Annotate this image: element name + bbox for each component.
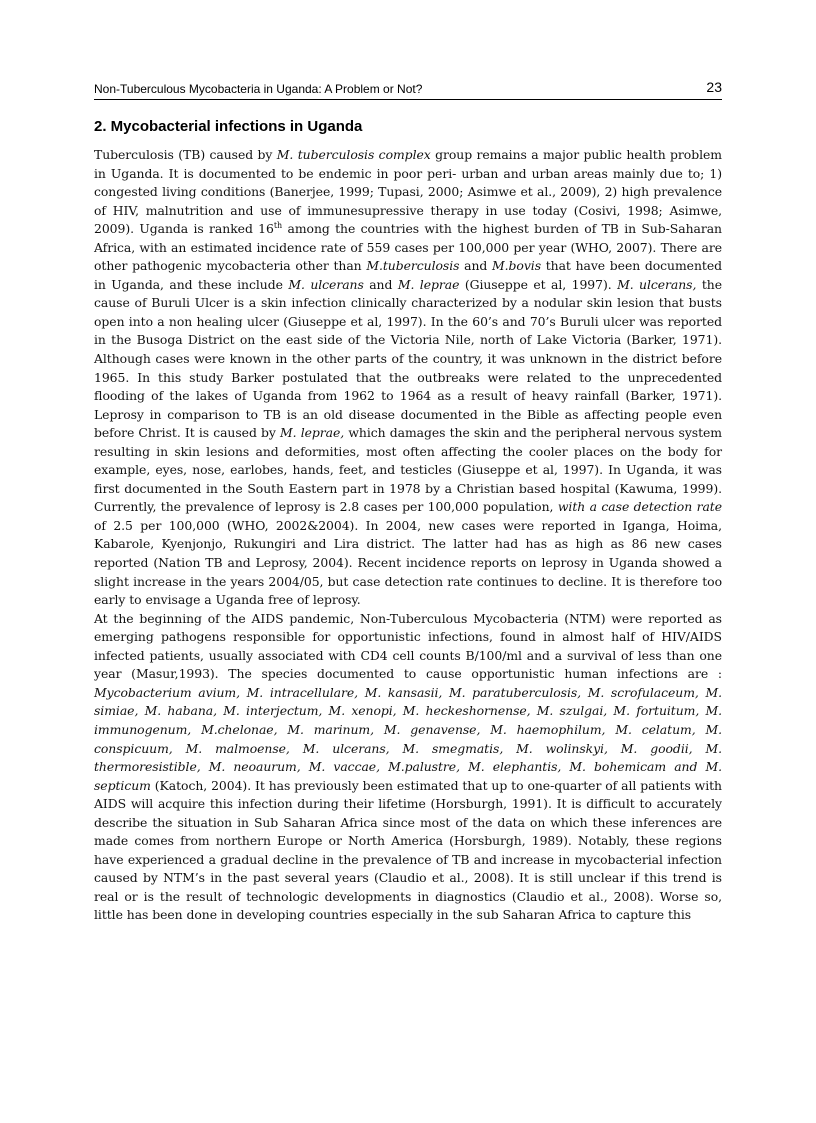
text-run: which damages the skin and the peripheral nervous system resulting in skin lesions and deformities, most often affecting the cooler places on the body for example, eyes, nose, earlobes, hands, feet, and testicles (Giuseppe et al, 1997). In Uganda, it was first documented in the South Eastern part in 1978 by a Christian based hospital (Kawuma, 1999). Currently, the prevalence of leprosy is 2.8 cases per 100,000 population, xyxy=(94,425,723,515)
running-header-title: Non-Tuberculous Mycobacteria in Uganda: A Problem or Not? xyxy=(94,82,423,96)
running-header xyxy=(94,79,722,100)
italic-run: Mycobacterium avium, M. intracellulare, M. kansasii, M. paratuberculosis, M. scrofulaceum, M. simiae, M. habana, M. interjectum, M. xenopi, M. heckeshornense, M. szulgai, M. fortuitum, M. immunogenum, M.chelonae, M. marinum, M. genavense, M. haemophilum, M. celatum, M. conspicuum, M. malmoense, M. ulcerans, M. smegmatis, M. wolinskyi, M. goodii, M. thermoresistible, M. neoaurum, M. vaccae, M.palustre, M. elephantis, M. bohemicam and M. septicum xyxy=(94,684,722,793)
italic-run: M.tuberculosis xyxy=(366,258,460,274)
text-run: and xyxy=(459,258,493,274)
paragraph xyxy=(94,146,722,610)
text-run: that have been documented in Uganda, and these include xyxy=(94,258,722,292)
text-run: of 2.5 per 100,000 (WHO, 2002&2004). In 2004, new cases were reported in Iganga, Hoima, Kabarole, Kyenjonjo, Rukungiri and Lira district. The latter had has as high as 86 new cases reported (Nation TB and Leprosy, 2004). Recent incidence reports on leprosy in Uganda showed a slight increase in the years 2004/05, but case detection rate continues to decline. It is therefore too early to envisage a Uganda free of leprosy. xyxy=(94,517,722,608)
text-run: and xyxy=(363,276,398,292)
text-run: group remains a major public health problem in Uganda. It is documented to be endemic in poor peri- urban and urban areas mainly due to; 1) congested living conditions (Banerjee, 1999; Tupasi, 2000; Asimwe et al., 2009), 2) high prevalence of HIV, malnutrition and use of immunesupressive therapy in use today (Cosivi, 1998; Asimwe, 2009). Uganda is ranked 16 xyxy=(94,147,722,237)
italic-run: M.bovis xyxy=(492,258,542,274)
section-heading: 2. Mycobacterial infections in Uganda xyxy=(94,118,363,135)
italic-run: M. ulcerans, xyxy=(617,276,697,292)
body-text xyxy=(94,146,722,925)
text-run: At the beginning of the AIDS pandemic, Non-Tuberculous Mycobacteria (NTM) were reported as emerging pathogens responsible for opportunistic infections, found in almost half of HIV/AIDS infected patients, usually associated with CD4 cell counts B/100/ml and a survival of less than one year (Masur,1993). The species documented to cause opportunistic human infections are : xyxy=(94,610,722,682)
page-number: 23 xyxy=(706,79,722,95)
italic-run: M. leprae, xyxy=(280,425,345,441)
italic-run: with a case detection rate xyxy=(553,499,722,515)
italic-run: M. ulcerans xyxy=(288,276,364,292)
italic-run: M. leprae xyxy=(397,276,460,292)
text-run: Tuberculosis (TB) caused by xyxy=(94,147,277,162)
text-run: the cause of Buruli Ulcer is a skin infection clinically characterized by a nodular skin lesion that busts open into a non healing ulcer (Giuseppe et al, 1997). In the 60’s and 70’s Buruli ulcer was reported in the Busoga District on the east side of the Victoria Nile, north of Lake Victoria (Barker, 1971). Although cases were known in the other parts of the country, it was unknown in the district before 1965. In this study Barker postulated that the outbreaks were related to the unprecedented flooding of the lakes of Uganda from 1962 to 1964 as a result of heavy rainfall (Barker, 1971). Leprosy in comparison to TB is an old disease documented in the Bible as affecting people even before Christ. It is caused by xyxy=(94,276,722,441)
text-run: (Katoch, 2004). It has previously been estimated that up to one-quarter of all patients with AIDS will acquire this infection during their lifetime (Horsburgh, 1991). It is difficult to accurately describe the situation in Sub Saharan Africa since most of the data on which these inferences are made comes from northern Europe or North America (Horsburgh, 1989). Notably, these regions have experienced a gradual decline in the prevalence of TB and increase in mycobacterial infection caused by NTM’s in the past several years (Claudio et al., 2008). It is still unclear if this trend is real or is the result of technologic developments in diagnostics (Claudio et al., 2008). Worse so, little has been done in developing countries especially in the sub Saharan Africa to capture this xyxy=(94,777,722,923)
italic-run: M. tuberculosis complex xyxy=(276,147,431,162)
superscript-run: th xyxy=(273,221,283,231)
text-run: (Giuseppe et al, 1997). xyxy=(459,276,618,292)
text-run: among the countries with the highest burden of TB in Sub-Saharan Africa, with an estimated incidence rate of 559 cases per 100,000 per year (WHO, 2007). There are other pathogenic mycobacteria other than xyxy=(94,221,722,274)
paragraph xyxy=(94,610,722,925)
